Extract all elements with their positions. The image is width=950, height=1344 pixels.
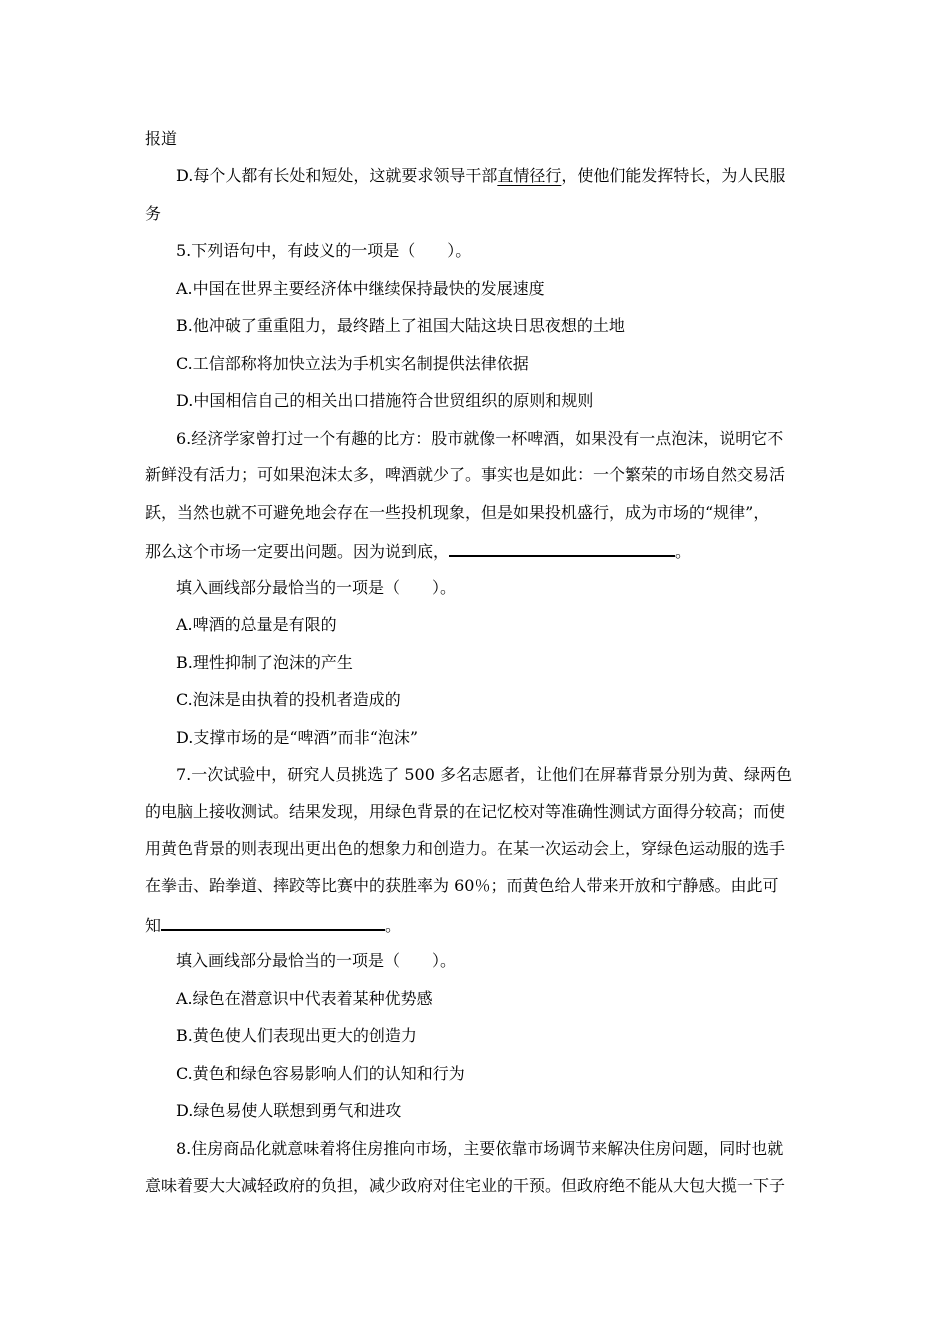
q6-passage-last-line [145, 538, 691, 562]
q4-option-d-prefix: D.每个人都有长处和短处，这就要求领导干部 [176, 166, 498, 185]
q7-passage-line: 在拳击、跆拳道、摔跤等比赛中的获胜率为 60％；而黄色给人带来开放和宁静感。由此可 [145, 876, 779, 895]
q4-option-d-suffix: ，使他们能发挥特长，为人民服 [561, 166, 786, 185]
q6-fill-blank [449, 538, 675, 557]
q5-stem: 5.下列语句中，有歧义的一项是（ ）。 [176, 241, 472, 260]
q7-option-d: D.绿色易使人联想到勇气和进攻 [176, 1101, 402, 1120]
q7-stem: 填入画线部分最恰当的一项是（ ）。 [176, 951, 457, 970]
q7-passage-line: 用黄色背景的则表现出更出色的想象力和创造力。在某一次运动会上，穿绿色运动服的选手 [145, 839, 786, 858]
q4-option-d-continuation: 务 [145, 204, 162, 223]
q7-fill-blank [161, 912, 385, 931]
q6-option-a: A.啤酒的总量是有限的 [176, 615, 337, 634]
q6-last-prefix: 那么这个市场一定要出问题。因为说到底， [145, 542, 450, 561]
q7-last-prefix: 知 [145, 916, 162, 935]
q7-passage-last-line [145, 912, 401, 936]
q5-option-d: D.中国相信自己的相关出口措施符合世贸组织的原则和规则 [176, 391, 594, 410]
q7-option-b: B.黄色使人们表现出更大的创造力 [176, 1026, 417, 1045]
q6-option-b: B.理性抑制了泡沫的产生 [176, 653, 353, 672]
q6-passage-line: 新鲜没有活力；可如果泡沫太多，啤酒就少了。事实也是如此：一个繁荣的市场自然交易活 [145, 465, 786, 484]
q7-option-c: C.黄色和绿色容易影响人们的认知和行为 [176, 1064, 465, 1083]
q7-option-a: A.绿色在潜意识中代表着某种优势感 [176, 989, 433, 1008]
q6-option-d: D.支撑市场的是“啤酒”而非“泡沫” [176, 728, 419, 747]
q7-passage-line: 的电脑上接收测试。结果发现，用绿色背景的在记忆校对等准确性测试方面得分较高；而使 [145, 802, 786, 821]
q4-option-d [176, 164, 785, 188]
q5-option-b: B.他冲破了重重阻力，最终踏上了祖国大陆这块日思夜想的土地 [176, 316, 625, 335]
q6-passage-line: 6.经济学家曾打过一个有趣的比方：股市就像一杯啤酒，如果没有一点泡沫，说明它不 [176, 429, 784, 448]
q8-passage-line: 意味着要大大减轻政府的负担，减少政府对住宅业的干预。但政府绝不能从大包大揽一下子 [145, 1176, 786, 1195]
q5-option-c: C.工信部称将加快立法为手机实名制提供法律依据 [176, 354, 529, 373]
q7-passage-line: 7.一次试验中，研究人员挑选了 500 多名志愿者，让他们在屏幕背景分别为黄、绿两色 [176, 765, 792, 784]
q6-last-suffix: 。 [675, 542, 692, 561]
q7-last-suffix: 。 [385, 916, 402, 935]
q8-passage-line: 8.住房商品化就意味着将住房推向市场，主要依靠市场调节来解决住房问题，同时也就 [176, 1139, 784, 1158]
q6-option-c: C.泡沫是由执着的投机者造成的 [176, 690, 401, 709]
q4-option-c-continuation: 报道 [145, 129, 178, 148]
q4-underlined-idiom: 直情径行 [497, 166, 562, 185]
q6-passage-line: 跃，当然也就不可避免地会存在一些投机现象，但是如果投机盛行，成为市场的“规律”， [145, 503, 770, 522]
q5-option-a: A.中国在世界主要经济体中继续保持最快的发展速度 [176, 279, 545, 298]
q6-stem: 填入画线部分最恰当的一项是（ ）。 [176, 578, 457, 597]
